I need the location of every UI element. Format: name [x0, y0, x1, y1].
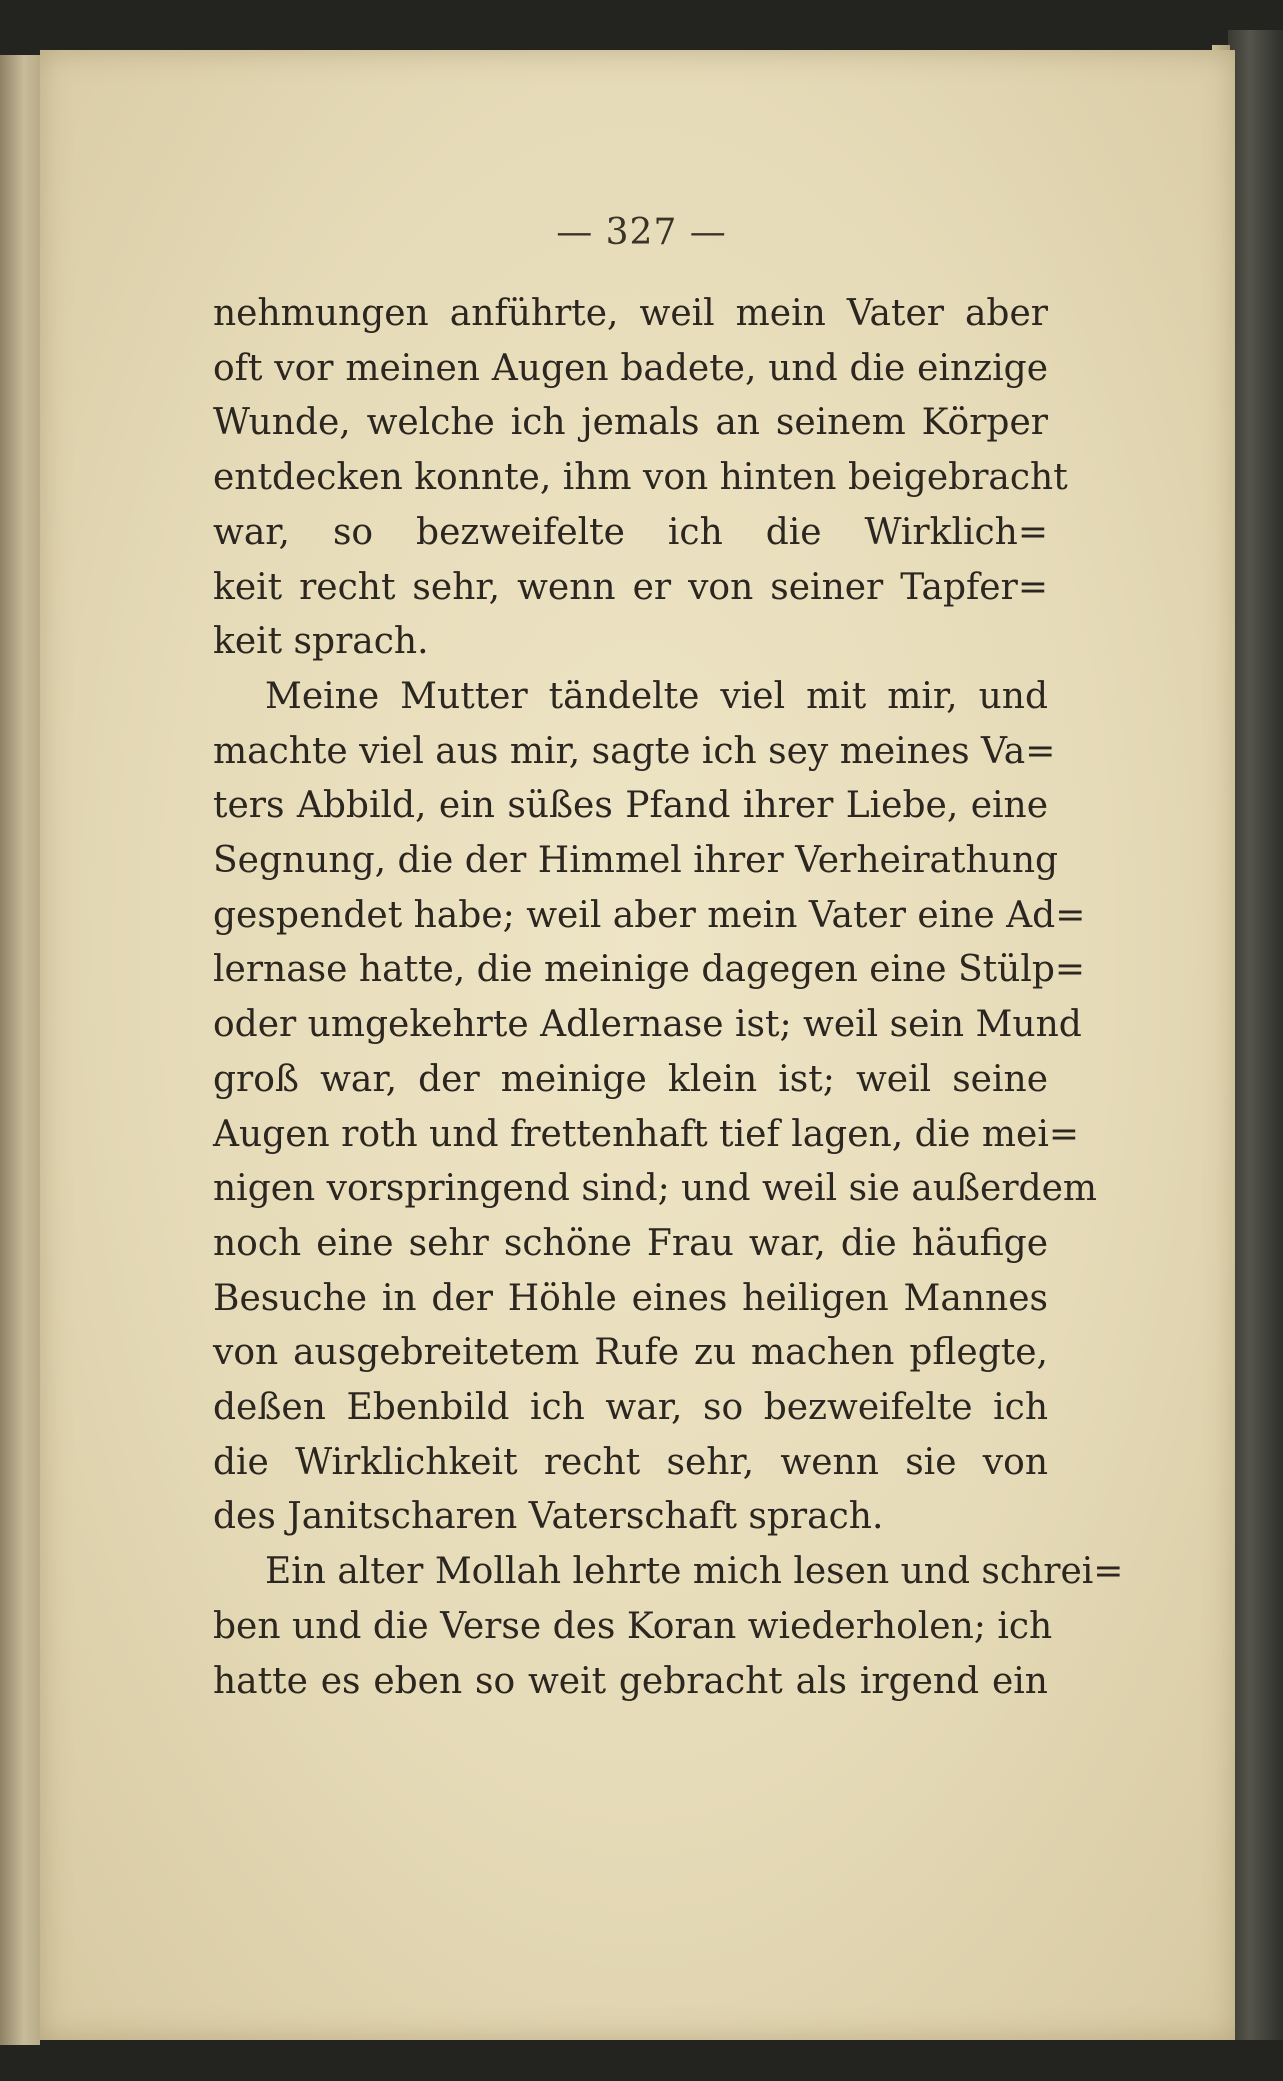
text-line: gespendet habe; weil aber mein Vater eine Ad= — [213, 894, 1086, 936]
text-line: Segnung, die der Himmel ihrer Verheirathung — [213, 840, 1059, 882]
text-line: Besuche in der Höhle eines heiligen Mannes — [213, 1277, 1048, 1319]
text-line: Augen roth und frettenhaft tief lagen, die mei= — [213, 1113, 1080, 1155]
text-line: lernase hatte, die meinige dagegen eine Stülp= — [213, 949, 1086, 991]
text-line: machte viel aus mir, sagte ich sey meines Va= — [213, 730, 1056, 772]
text-line: die Wirklichkeit recht sehr, wenn sie von — [213, 1441, 1048, 1483]
text-line: von ausgebreitetem Rufe zu machen pflegte, — [213, 1332, 1048, 1374]
facing-page-edge — [0, 55, 40, 2045]
text-line: nehmungen anführte, weil mein Vater aber — [213, 293, 1048, 334]
text-line: keit sprach. — [213, 621, 429, 663]
text-line: keit recht sehr, wenn er von seiner Tapfer= — [213, 566, 1048, 608]
text-line: war, so bezweifelte ich die Wirklich= — [213, 511, 1048, 553]
text-line: deßen Ebenbild ich war, so bezweifelte ich — [213, 1387, 1048, 1429]
text-line: ben und die Verse des Koran wiederholen; ich — [213, 1605, 1053, 1647]
text-line: noch eine sehr schöne Frau war, die häufige — [213, 1222, 1048, 1264]
body-text — [213, 287, 1124, 1709]
text-line: entdecken konnte, ihm von hinten beigebracht — [213, 457, 1068, 499]
text-line: Meine Mutter tändelte viel mit mir, und — [265, 675, 1048, 717]
text-line: oder umgekehrte Adlernase ist; weil sein Mund — [213, 1004, 1082, 1046]
text-line: groß war, der meinige klein ist; weil seine — [213, 1058, 1048, 1100]
text-line: Ein alter Mollah lehrte mich lesen und schrei= — [265, 1551, 1124, 1593]
text-line: nigen vorspringend sind; und weil sie außerdem — [213, 1168, 1098, 1210]
text-line: des Janitscharen Vaterschaft sprach. — [213, 1496, 884, 1538]
text-line: Wunde, welche ich jemals an seinem Körper — [213, 402, 1048, 444]
text-line: hatte es eben so weit gebracht als irgend ein — [213, 1660, 1048, 1702]
text-line: oft vor meinen Augen badete, und die einzige — [213, 347, 1048, 389]
book-cover-edge — [1228, 30, 1283, 2040]
page-number: — 327 — — [556, 212, 727, 253]
text-line: ters Abbild, ein süßes Pfand ihrer Liebe, eine — [213, 785, 1048, 827]
